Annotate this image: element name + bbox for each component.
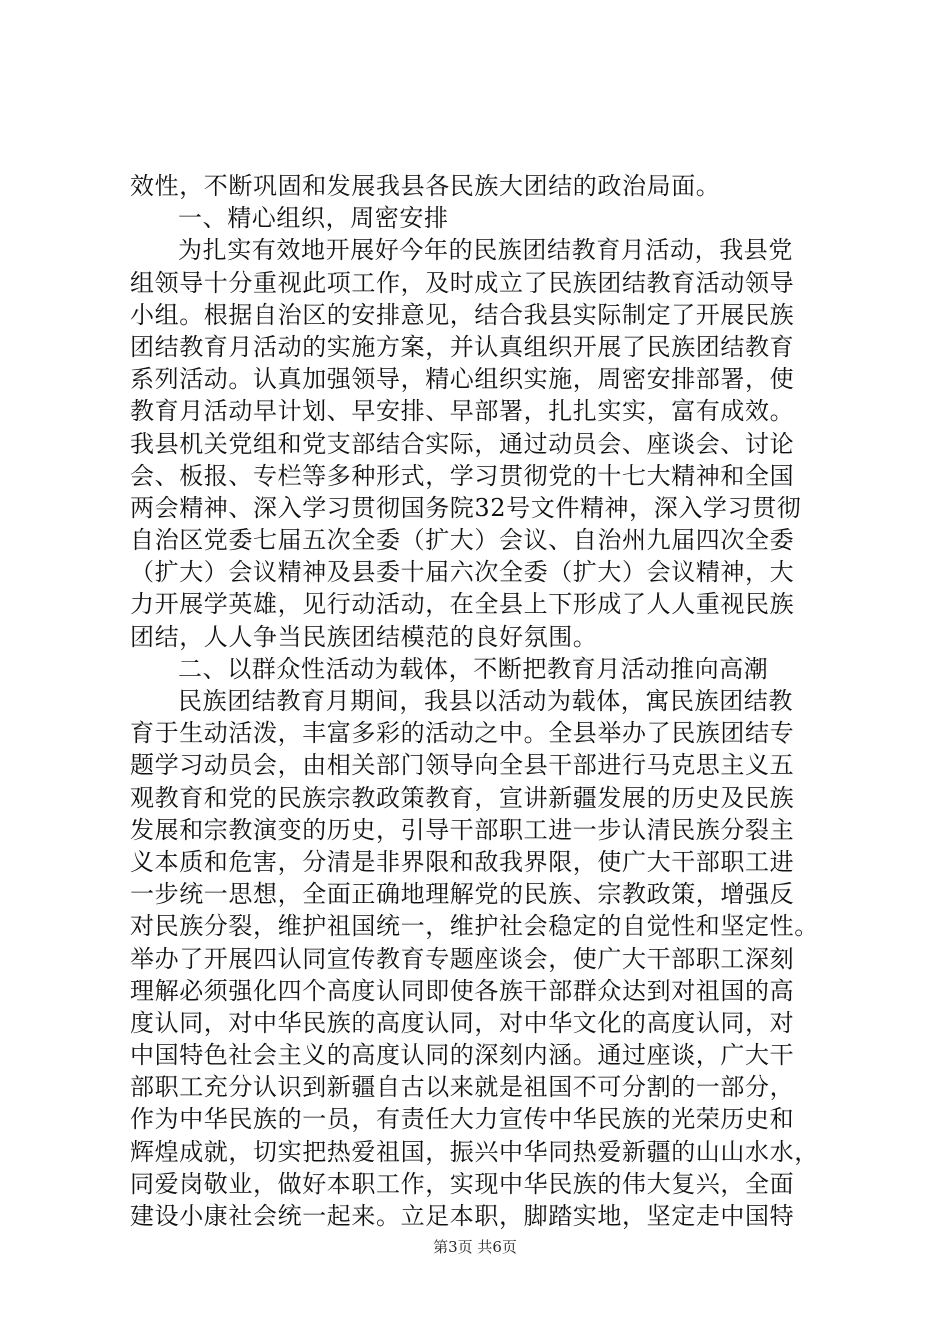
- text-line: 题学习动员会，由相关部门领导向全县干部进行马克思主义五: [130, 751, 795, 780]
- paragraph-first-line: 民族团结教育月期间，我县以活动为载体，寓民族团结教: [178, 687, 793, 715]
- text-line: 举办了开展四认同宣传教育专题座谈会，使广大干部职工深刻: [130, 944, 795, 973]
- text-line: 系列活动。认真加强领导，精心组织实施，周密安排部署，使: [130, 365, 795, 394]
- text-line: 中国特色社会主义的高度认同的深刻内涵。通过座谈，广大干: [130, 1041, 795, 1070]
- text-line: 一步统一思想，全面正确地理解党的民族、宗教政策，增强反: [130, 880, 795, 909]
- text-line: 组领导十分重视此项工作，及时成立了民族团结教育活动领导: [130, 268, 795, 297]
- paragraph-first-line: 二、以群众性活动为载体，不断把教育月活动推向高潮: [178, 654, 769, 683]
- text-line: 育于生动活泼，丰富多彩的活动之中。全县举办了民族团结专: [130, 719, 795, 748]
- text-line: （扩大）会议精神及县委十届六次全委（扩大）会议精神，大: [130, 558, 795, 587]
- text-line: 教育月活动早计划、早安排、早部署，扎扎实实，富有成效。: [130, 397, 795, 426]
- text-line: 发展和宗教演变的历史，引导干部职工进一步认清民族分裂主: [130, 815, 795, 844]
- text-line: 力开展学英雄，见行动活动，在全县上下形成了人人重视民族: [130, 590, 795, 619]
- text-line: 自治区党委七届五次全委（扩大）会议、自治州九届四次全委: [130, 526, 795, 555]
- text-line: 小组。根据自治区的安排意见，结合我县实际制定了开展民族: [130, 300, 795, 329]
- text-line: 团结，人人争当民族团结模范的良好氛围。: [130, 622, 598, 651]
- text-line: 理解必须强化四个高度认同即使各族干部群众达到对祖国的高: [130, 976, 795, 1005]
- text-line: 观教育和党的民族宗教政策教育，宣讲新疆发展的历史及民族: [130, 783, 795, 812]
- text-line: 度认同，对中华民族的高度认同，对中华文化的高度认同，对: [130, 1008, 795, 1037]
- text-line: 同爱岗敬业，做好本职工作，实现中华民族的伟大复兴，全面: [130, 1169, 795, 1198]
- text-line: 对民族分裂，维护祖国统一，维护社会稳定的自觉性和坚定性。: [130, 912, 819, 941]
- paragraph-first-line: 一、精心组织，周密安排: [178, 204, 449, 233]
- text-line: 部职工充分认识到新疆自古以来就是祖国不可分割的一部分，: [130, 1073, 795, 1102]
- text-line: 会、板报、专栏等多种形式，学习贯彻党的十七大精神和全国: [130, 461, 795, 490]
- paragraph-first-line: 为扎实有效地开展好今年的民族团结教育月活动，我县党: [178, 236, 793, 265]
- page-footer: 第3页 共6页: [433, 1238, 517, 1256]
- text-line: 建设小康社会统一起来。立足本职，脚踏实地，坚定走中国特: [130, 1202, 795, 1230]
- text-line: 义本质和危害，分清是非界限和敌我界限，使广大干部职工进: [130, 847, 795, 876]
- text-line: 效性，不断巩固和发展我县各民族大团结的政治局面。: [130, 172, 721, 200]
- text-line: 两会精神、深入学习贯彻国务院32号文件精神，深入学习贯彻: [130, 493, 802, 522]
- text-line: 团结教育月活动的实施方案，并认真组织开展了民族团结教育: [130, 332, 795, 361]
- text-line: 我县机关党组和党支部结合实际，通过动员会、座谈会、讨论: [130, 429, 795, 458]
- text-line: 辉煌成就，切实把热爱祖国，振兴中华同热爱新疆的山山水水，: [130, 1137, 819, 1166]
- body-text: [130, 170, 830, 1232]
- text-line: 作为中华民族的一员，有责任大力宣传中华民族的光荣历史和: [130, 1105, 795, 1134]
